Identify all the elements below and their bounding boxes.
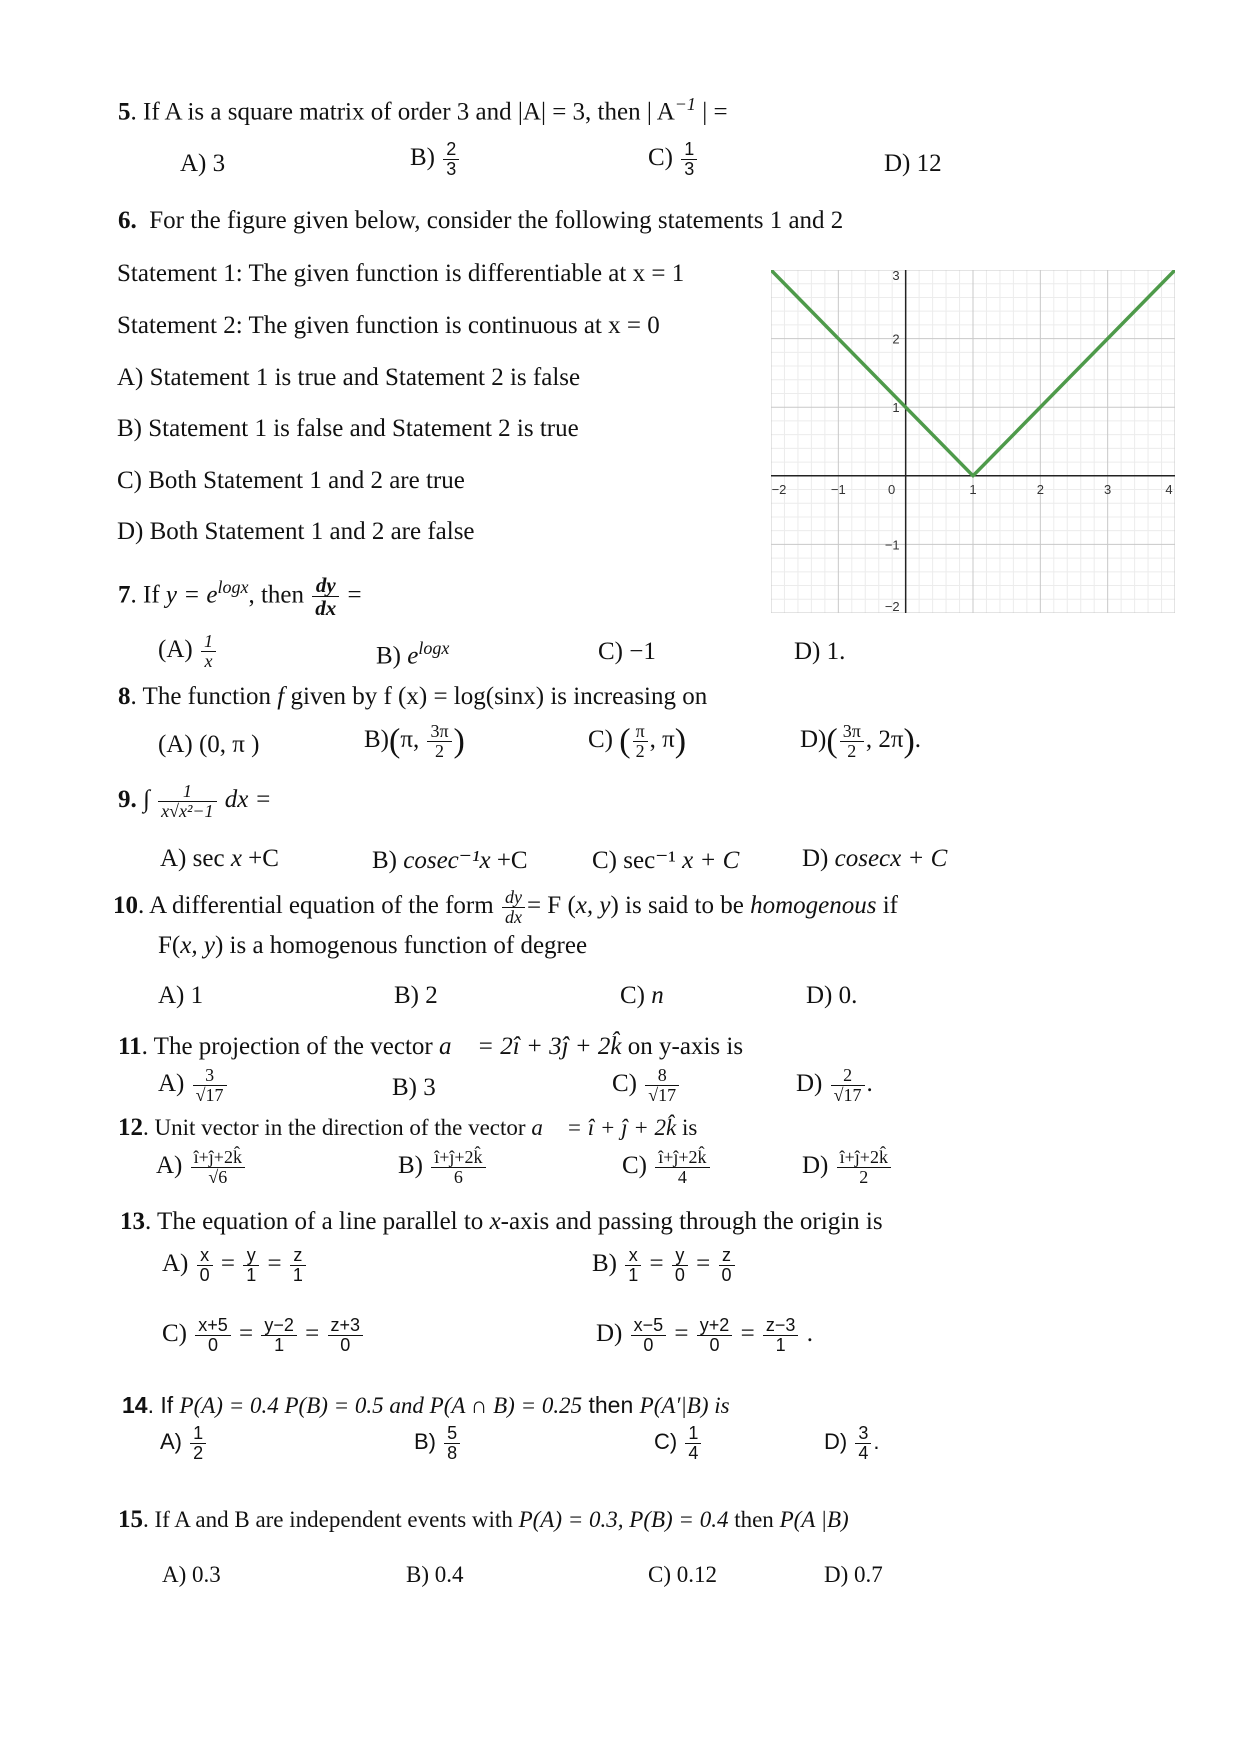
option-b: B) 2 bbox=[394, 982, 438, 1009]
option-b bbox=[376, 638, 449, 670]
option-c bbox=[648, 140, 699, 179]
fraction: $\frac{x}{1}$ bbox=[625, 1246, 641, 1285]
option-label: B) bbox=[364, 726, 389, 754]
question-text: . The function bbox=[130, 683, 278, 710]
question-text: dx = bbox=[224, 786, 272, 814]
option-b: B) 0.4 bbox=[406, 1562, 464, 1587]
option-label: B) bbox=[372, 847, 404, 874]
option-d: D) $\frac{x-5}{0}$ = $\frac{y+2}{0}$ = $\frac{z-3}{1}$ . bbox=[596, 1315, 813, 1355]
question-12 bbox=[118, 1114, 697, 1142]
question-text: ) is a homogenous function of degree bbox=[214, 932, 588, 959]
question-text: . The projection of the vector bbox=[141, 1033, 439, 1060]
y-tick-label: 3 bbox=[892, 270, 900, 283]
question-text: -axis and passing through the origin is bbox=[500, 1208, 883, 1235]
question-text: is bbox=[676, 1115, 698, 1140]
option-c: C) −1 bbox=[598, 638, 656, 665]
math-expression: P(A ∩ B) = 0.25 bbox=[429, 1393, 583, 1418]
option-c bbox=[592, 845, 739, 875]
derivative-fraction: $\frac{dy}{dx}$ bbox=[312, 574, 339, 619]
option-d: D) 12 bbox=[884, 150, 942, 177]
question-text: given by bbox=[284, 683, 384, 710]
option-c: C) 0.12 bbox=[648, 1562, 717, 1587]
question-text: , then bbox=[248, 581, 305, 609]
option-label: D) bbox=[802, 845, 835, 872]
option-text: , π bbox=[649, 726, 675, 754]
option-a bbox=[158, 632, 218, 671]
option-text: π, bbox=[400, 726, 420, 754]
fraction: $\frac{y-2}{1}$ bbox=[261, 1316, 297, 1355]
fraction: $\frac{2}{√17}$ bbox=[831, 1066, 865, 1105]
fraction: $\frac{\pi}{2}$ bbox=[633, 722, 648, 761]
fraction: $\frac{z+3}{0}$ bbox=[328, 1316, 364, 1355]
math-expression: P(A′|B) is bbox=[639, 1393, 730, 1418]
option-label: B) bbox=[376, 642, 401, 670]
question-text: and bbox=[389, 1393, 430, 1418]
y-tick-label: −1 bbox=[884, 537, 900, 553]
fraction: $\frac{3\pi}{2}$ bbox=[427, 722, 451, 761]
option-label: D) bbox=[802, 1152, 829, 1180]
option-c: C) ( $\frac{\pi}{2}$ , π) bbox=[588, 721, 687, 761]
fraction: $\frac{x}{0}$ bbox=[197, 1246, 213, 1285]
question-text: For the figure given below, consider the following statements 1 and 2 bbox=[149, 207, 844, 234]
question-number: 11 bbox=[118, 1033, 142, 1060]
axis-name: x bbox=[489, 1208, 501, 1235]
variables: x, y bbox=[180, 932, 215, 959]
fraction: $\frac{z}{1}$ bbox=[290, 1246, 306, 1285]
statement-2: Statement 2: The given function is continuous at x = 0 bbox=[117, 312, 660, 339]
question-text: on y-axis is bbox=[621, 1033, 744, 1060]
option-label: B) bbox=[398, 1152, 423, 1180]
question-text: . The equation of a line parallel to bbox=[145, 1208, 490, 1235]
question-14 bbox=[122, 1392, 730, 1419]
question-5 bbox=[118, 94, 728, 126]
question-text: = F ( bbox=[526, 892, 576, 920]
option-d bbox=[802, 1148, 893, 1187]
option-d bbox=[796, 1066, 873, 1105]
option-b: B) Statement 1 is false and Statement 2 is true bbox=[117, 415, 579, 442]
fraction: $\frac{x-5}{0}$ bbox=[631, 1316, 667, 1355]
option-a: A) 1 bbox=[158, 982, 204, 1009]
option-label: D) bbox=[824, 1429, 848, 1455]
option-label: D) bbox=[596, 1320, 623, 1348]
question-number: 7 bbox=[118, 581, 131, 609]
question-number: 14 bbox=[122, 1392, 148, 1418]
question-text: F( bbox=[158, 932, 181, 959]
x-tick-label: 4 bbox=[1165, 481, 1173, 497]
fraction: $\frac{î+ĵ+2k̂}{√6}$ bbox=[191, 1148, 245, 1187]
math-expression: P(A |B) bbox=[779, 1507, 849, 1532]
exponent: logx bbox=[217, 576, 249, 597]
question-11 bbox=[118, 1033, 743, 1061]
x-tick-label: −2 bbox=[771, 481, 787, 497]
fraction: $\frac{y+2}{0}$ bbox=[697, 1316, 733, 1355]
math-expression: P(A) = 0.4 P(B) = 0.5 bbox=[179, 1393, 390, 1418]
question-text: . Unit vector in the direction of the vector bbox=[143, 1115, 532, 1140]
option-label: (A) bbox=[158, 636, 193, 664]
option-c: C) $\frac{x+5}{0}$ = $\frac{y-2}{1}$ = $\frac{z+3}{0}$ bbox=[162, 1316, 365, 1355]
option-b bbox=[410, 140, 461, 179]
y-tick-label: 1 bbox=[892, 400, 900, 416]
fraction: $\frac{1}{x}$ bbox=[201, 632, 216, 671]
fraction: $\frac{î+ĵ+2k̂}{6}$ bbox=[431, 1148, 485, 1187]
question-13 bbox=[120, 1208, 883, 1236]
x-tick-label: −1 bbox=[830, 481, 846, 497]
question-15 bbox=[118, 1506, 849, 1534]
option-b bbox=[414, 1424, 462, 1463]
option-label: B) bbox=[410, 144, 435, 172]
question-text: . A differential equation of the form bbox=[138, 892, 500, 920]
option-label: A) bbox=[158, 1070, 185, 1098]
fraction: $\frac{8}{√17}$ bbox=[645, 1066, 679, 1105]
statement-1: Statement 1: The given function is differentiable at x = 1 bbox=[117, 260, 685, 287]
x-tick-label: 2 bbox=[1036, 481, 1044, 497]
question-text: . If bbox=[147, 1392, 180, 1418]
option-label: D) bbox=[796, 1070, 823, 1098]
option-label: C) bbox=[162, 1320, 187, 1348]
fraction: $\frac{î+ĵ+2k̂}{2}$ bbox=[837, 1148, 891, 1187]
option-label: A) sec bbox=[160, 845, 225, 872]
option-end: . bbox=[914, 726, 922, 754]
question-text: if bbox=[876, 892, 898, 920]
option-text: , 2π bbox=[865, 726, 904, 754]
integrand-fraction: $\frac{1}{\text{x√x²−1}}$ bbox=[158, 782, 216, 821]
option-a: A) Statement 1 is true and Statement 2 is false bbox=[117, 364, 581, 391]
option-d: D)( $\frac{3\pi}{2}$ , 2π). bbox=[800, 721, 922, 761]
option-label: C) bbox=[622, 1152, 647, 1180]
option-label: B) bbox=[414, 1429, 436, 1455]
equals-sign: = bbox=[347, 581, 362, 609]
question-text: ) is said to be bbox=[610, 892, 751, 920]
function-graph bbox=[771, 270, 1175, 613]
option-label: A) bbox=[160, 1429, 182, 1455]
question-number: 6. bbox=[118, 207, 137, 234]
option-variable: n bbox=[651, 982, 664, 1009]
option-label: C) bbox=[620, 982, 652, 1009]
fraction: $\frac{1}{4}$ bbox=[685, 1424, 701, 1463]
question-text: . If A is a square matrix of order 3 and |A| = 3, then | A bbox=[130, 98, 675, 126]
option-label: A) bbox=[156, 1152, 183, 1180]
option-d: D) Both Statement 1 and 2 are false bbox=[117, 518, 475, 545]
question-8 bbox=[118, 683, 707, 711]
emphasis: homogenous bbox=[750, 892, 877, 920]
question-10 bbox=[113, 888, 898, 927]
option-label: A) bbox=[162, 1250, 189, 1278]
vector-expression: a⃗ = 2î + 3ĵ + 2k̂ bbox=[438, 1033, 622, 1060]
option-a: A) $\frac{x}{0}$ = $\frac{y}{1}$ = $\frac{z}{1}$ bbox=[162, 1246, 308, 1285]
question-9 bbox=[118, 782, 271, 821]
option-d: D) 0. bbox=[806, 982, 858, 1009]
option-a bbox=[158, 1066, 229, 1105]
option-text: +C bbox=[490, 847, 528, 874]
option-b: B) 3 bbox=[392, 1074, 436, 1101]
option-c bbox=[620, 982, 664, 1010]
fraction: $\frac{y}{1}$ bbox=[243, 1246, 259, 1285]
question-number: 10 bbox=[113, 892, 138, 920]
fraction: $\frac{z}{0}$ bbox=[719, 1246, 735, 1285]
y-tick-label: −2 bbox=[884, 599, 900, 613]
option-b: B)(π, $\frac{3\pi}{2}$ ) bbox=[364, 721, 465, 761]
inverse-exponent: −1 bbox=[674, 94, 696, 114]
option-c: C) Both Statement 1 and 2 are true bbox=[117, 467, 465, 494]
option-end: . bbox=[806, 1320, 813, 1348]
y-tick-label: 2 bbox=[892, 331, 900, 347]
variables: x, y bbox=[575, 892, 611, 920]
fraction: $\frac{2}{3}$ bbox=[443, 140, 459, 179]
equation: y = e bbox=[165, 581, 218, 609]
option-a: A) 3 bbox=[180, 150, 226, 177]
question-text: is increasing on bbox=[544, 683, 708, 710]
option-a bbox=[160, 1424, 208, 1463]
x-tick-label: 0 bbox=[888, 481, 896, 497]
question-number: 5 bbox=[118, 98, 131, 126]
derivative-fraction: $\frac{dy}{dx}$ bbox=[502, 888, 525, 927]
option-end: . bbox=[873, 1429, 880, 1455]
option-c bbox=[622, 1148, 712, 1187]
fraction: $\frac{1}{2}$ bbox=[190, 1424, 206, 1463]
option-label: C) bbox=[654, 1429, 678, 1455]
question-7 bbox=[118, 574, 362, 619]
vector-expression: a⃗ = î + ĵ + 2k̂ bbox=[531, 1115, 677, 1140]
question-text: . If A and B are independent events with bbox=[143, 1507, 519, 1532]
option-label: C) bbox=[648, 144, 673, 172]
fraction: $\frac{3}{√17}$ bbox=[193, 1066, 227, 1105]
x-tick-label: 3 bbox=[1104, 481, 1112, 497]
option-exponent: logx bbox=[418, 638, 450, 658]
option-label: C) bbox=[588, 726, 613, 754]
option-b bbox=[398, 1148, 488, 1187]
fraction: $\frac{3\pi}{2}$ bbox=[840, 722, 864, 761]
option-label: C) bbox=[612, 1070, 637, 1098]
option-a bbox=[160, 845, 279, 873]
x-tick-label: 1 bbox=[969, 481, 977, 497]
option-label: D) bbox=[800, 726, 827, 754]
fraction: $\frac{y}{0}$ bbox=[672, 1246, 688, 1285]
option-c bbox=[612, 1066, 681, 1105]
question-number: 12 bbox=[118, 1114, 143, 1141]
question-10-line-2 bbox=[158, 932, 587, 960]
fraction: $\frac{z-3}{1}$ bbox=[763, 1316, 799, 1355]
integral-sign: ∫ bbox=[143, 786, 150, 814]
option-end: . bbox=[866, 1070, 873, 1098]
question-number: 8 bbox=[118, 683, 131, 710]
fraction: $\frac{5}{8}$ bbox=[444, 1424, 460, 1463]
option-expression: cosecx + C bbox=[834, 845, 948, 872]
option-a: (A) (0, π ) bbox=[158, 731, 260, 758]
question-text-end: | = bbox=[702, 98, 728, 126]
option-d bbox=[824, 1424, 879, 1463]
option-variable: x bbox=[230, 845, 242, 872]
option-a: A) 0.3 bbox=[162, 1562, 221, 1587]
question-number: 15 bbox=[118, 1506, 143, 1533]
option-d: D) 1. bbox=[794, 638, 846, 665]
question-number: 9. bbox=[118, 786, 137, 814]
function-definition: f (x) = log(sinx) bbox=[383, 683, 545, 710]
fraction: $\frac{x+5}{0}$ bbox=[195, 1316, 231, 1355]
option-expression: cosec⁻¹x bbox=[403, 847, 491, 874]
question-number: 13 bbox=[120, 1208, 145, 1235]
fraction: $\frac{3}{4}$ bbox=[855, 1424, 871, 1463]
option-label: B) bbox=[592, 1250, 617, 1278]
option-c bbox=[654, 1424, 703, 1463]
option-d bbox=[802, 845, 947, 873]
question-6 bbox=[118, 207, 843, 235]
option-label: C) sec⁻¹ bbox=[592, 847, 683, 874]
fraction: $\frac{î+ĵ+2k̂}{4}$ bbox=[655, 1148, 709, 1187]
option-text: +C bbox=[241, 845, 279, 872]
question-text: then bbox=[582, 1392, 640, 1418]
math-expression: P(A) = 0.3, P(B) = 0.4 bbox=[518, 1507, 729, 1532]
question-text: then bbox=[728, 1507, 780, 1532]
option-base: e bbox=[407, 642, 419, 670]
option-d: D) 0.7 bbox=[824, 1562, 883, 1587]
option-a bbox=[156, 1148, 247, 1187]
option-b: B) $\frac{x}{1}$ = $\frac{y}{0}$ = $\frac{z}{0}$ bbox=[592, 1246, 737, 1285]
option-expression: x + C bbox=[682, 847, 740, 874]
function-name: f bbox=[277, 683, 285, 710]
option-b bbox=[372, 845, 528, 875]
question-text: . If bbox=[130, 581, 166, 609]
fraction: $\frac{1}{3}$ bbox=[681, 140, 697, 179]
